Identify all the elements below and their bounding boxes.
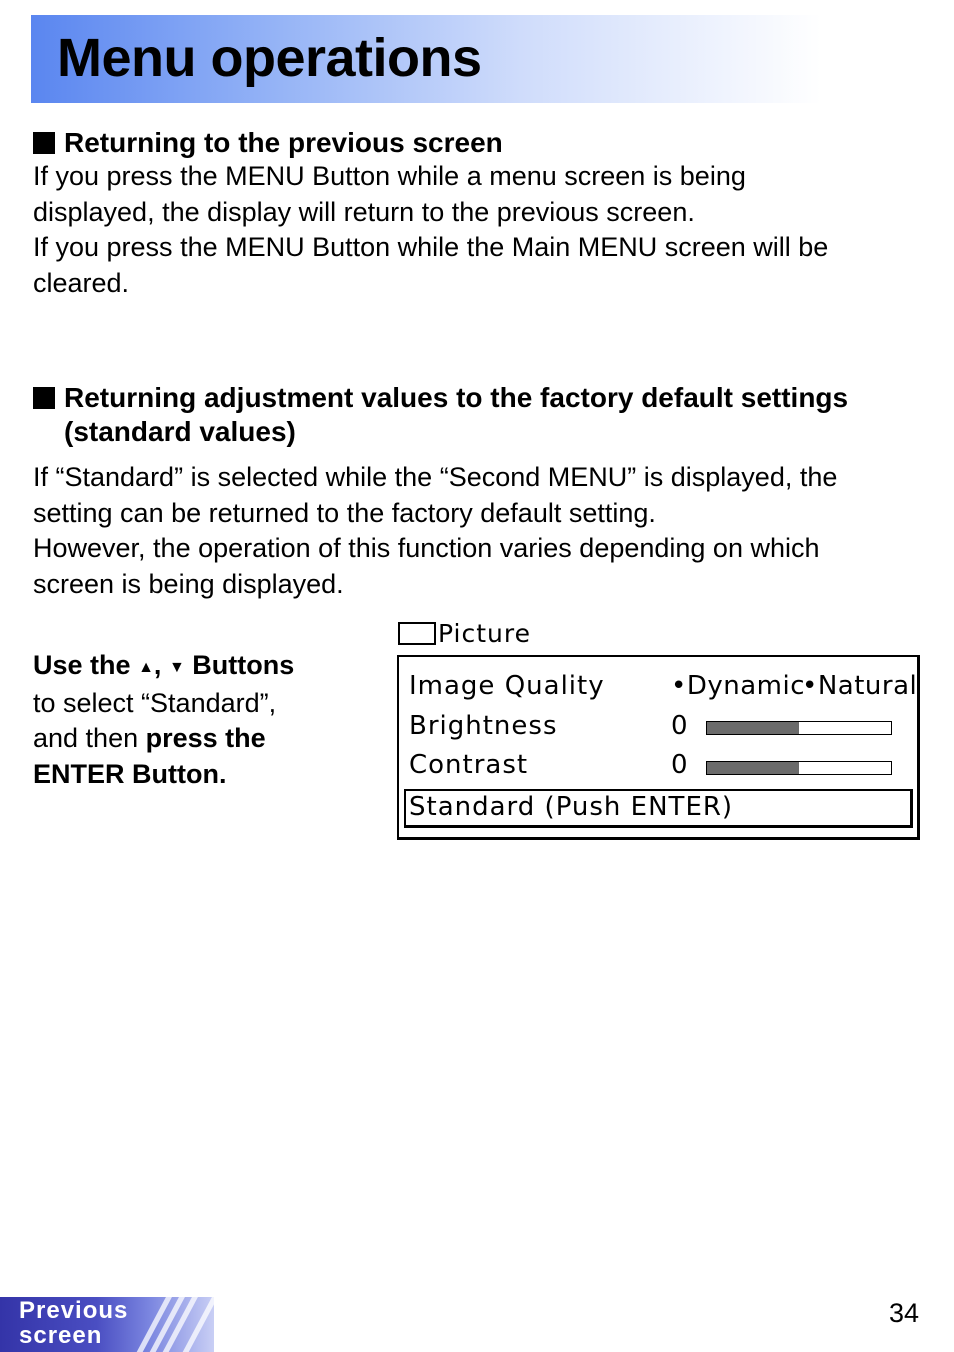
section-heading-text-line2: (standard values) [64,416,296,447]
instruction-line-3 [33,721,294,757]
paragraph-line: However, the operation of this function varies depending on which [33,533,820,563]
title-bar [31,15,821,103]
brightness-label: Brightness [409,711,558,741]
brightness-value: 0 [671,711,689,741]
standard-button[interactable]: Standard (Push ENTER) [404,789,913,828]
section-heading-text: Returning to the previous screen [64,127,503,158]
previous-screen-label [19,1298,128,1348]
instruction-line-1 [33,648,294,686]
image-quality-option-natural[interactable]: •Natural [802,671,918,701]
page-title: Menu operations [57,28,482,88]
brightness-slider-fill [707,722,799,734]
instruction-and-then: and then [33,723,139,753]
square-bullet-icon [33,132,55,154]
section-heading-text: Returning adjustment values to the factory default settings [64,382,849,413]
contrast-value: 0 [671,750,689,780]
image-quality-option-dynamic[interactable]: •Dynamic [671,671,805,701]
instruction-buttons: Buttons [192,650,295,680]
contrast-slider-fill [707,762,799,774]
section2-paragraph [33,460,923,602]
previous-label-line1: Previous [19,1297,129,1324]
contrast-slider[interactable] [706,761,892,775]
previous-label-line2: screen [19,1322,103,1349]
down-arrow-icon: ▼ [168,659,185,676]
instruction-line-4: ENTER Button. [33,758,227,789]
image-quality-label: Image Quality [409,671,605,701]
section1-paragraph [33,159,923,301]
page-number: 34 [889,1298,920,1328]
instruction-use-the: Use the [33,650,131,680]
contrast-label: Contrast [409,750,529,780]
previous-screen-button[interactable] [0,1297,214,1352]
paragraph-line: If “Standard” is selected while the “Second MENU” is displayed, the [33,462,838,492]
up-arrow-icon: ▲ [138,659,154,676]
paragraph-line: setting can be returned to the factory default setting. [33,497,656,528]
instruction-text [33,648,294,792]
instruction-line-2: to select “Standard”, [33,687,277,718]
brightness-slider[interactable] [706,721,892,735]
menu-tab-label: Picture [438,619,531,648]
instruction-press-the: press the [145,723,266,753]
paragraph-line: screen is being displayed. [33,568,344,599]
paragraph-line: cleared. [33,267,130,298]
menu-tab-box [398,622,436,645]
square-bullet-icon [33,387,55,409]
paragraph-line: If you press the MENU Button while the Main MENU screen will be [33,232,829,262]
instruction-comma: , [153,650,162,680]
picture-menu [397,655,920,840]
paragraph-line: If you press the MENU Button while a menu screen is being [33,161,746,191]
paragraph-line: displayed, the display will return to the previous screen. [33,196,695,227]
